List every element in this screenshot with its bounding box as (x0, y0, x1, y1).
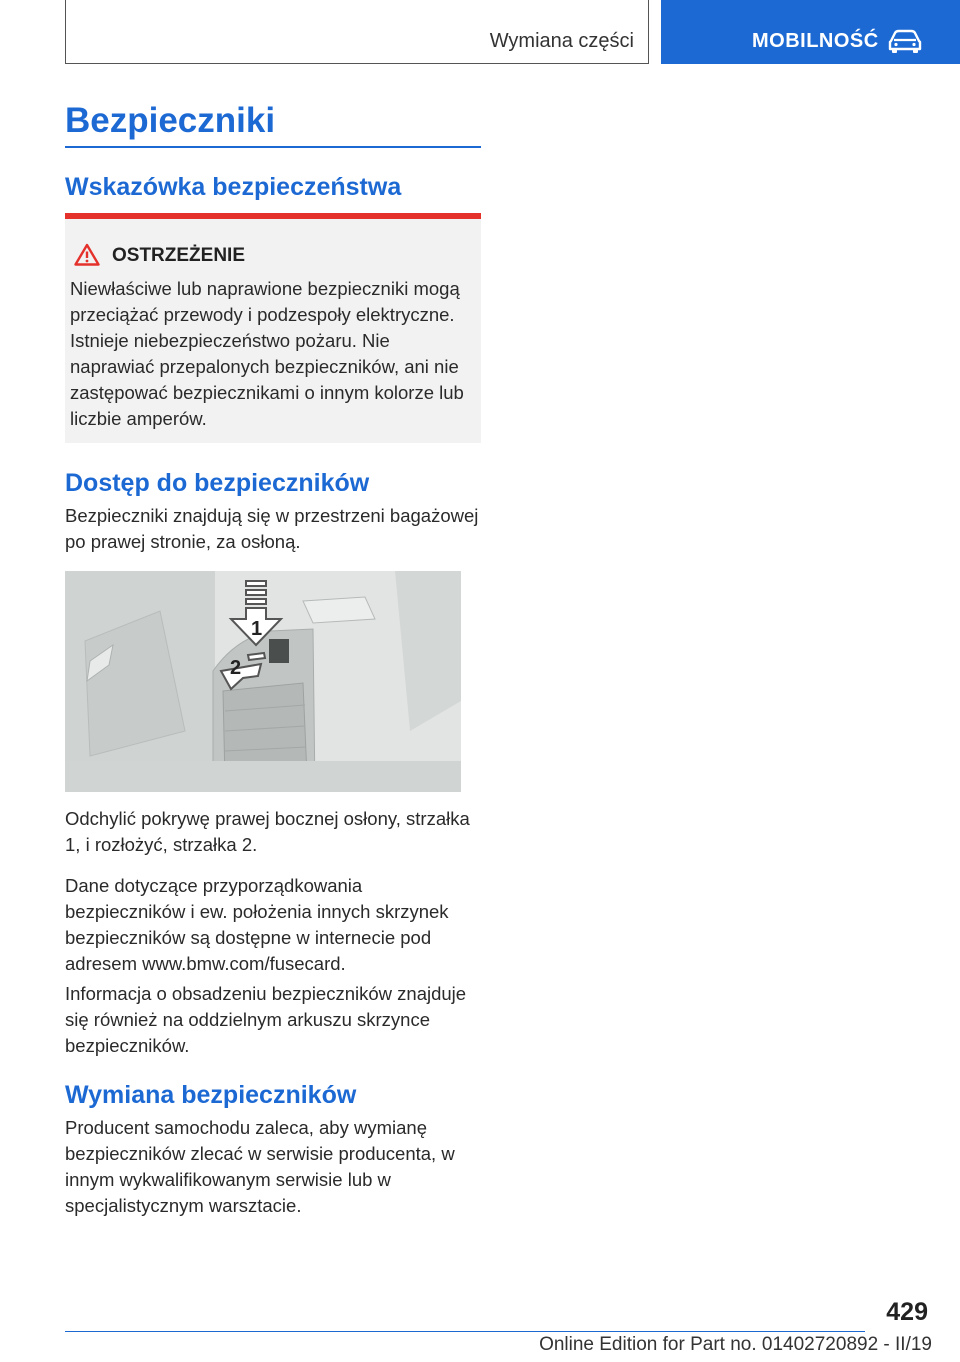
header-section-title: Wymiana części (489, 30, 634, 52)
warning-triangle-icon (74, 243, 100, 266)
page-title: Bezpieczniki (65, 101, 276, 140)
access-intro: Bezpieczniki znajdują się w przestrzeni bagażowej po prawej stronie, za osłoną. (65, 505, 479, 552)
car-icon (887, 28, 923, 54)
header-chapter-tab[interactable] (661, 0, 960, 64)
warning-box (65, 213, 481, 443)
fuse-sheet-info: Informacja o obsadzeniu bezpieczników znajduje się również na oddzielnym arkuszu skrzynce bezpieczników. (65, 983, 467, 1056)
title-divider (65, 146, 481, 148)
footer-divider (65, 1331, 865, 1332)
access-heading: Dostęp do bezpieczników (65, 469, 370, 497)
replace-text: Producent samochodu zaleca, aby wymianę bezpieczników zlecać w serwisie producenta, w innym wykwalifikowanym serwisie lub w specjalistycznym warsztacie. (65, 1117, 455, 1216)
warning-text: Niewłaściwe lub naprawione bezpieczniki mogą przeciążać przewody i podzespoły elektryczne. Istnieje niebezpieczeństwo pożaru. Nie naprawiać przepalonych bezpieczników, ani nie zastępować bezpiecznikami o innym kolorze lub liczbie amperów. (70, 278, 464, 429)
header-section-box (65, 0, 649, 64)
replace-heading: Wymiana bezpieczników (65, 1081, 357, 1109)
figure-caption: Odchylić pokrywę prawej bocznej osłony, strzałka 1, i rozłożyć, strzałka 2. (65, 808, 470, 855)
footer-edition: Online Edition for Part no. 01402720892 - II/19 (539, 1334, 932, 1355)
warning-label: OSTRZEŻENIE (112, 245, 246, 266)
trunk-fuse-cover-illustration (65, 571, 461, 792)
header-chapter-title: MOBILNOŚĆ (752, 30, 879, 52)
fusecard-info: Dane dotyczące przyporządkowania bezpieczników i ew. położenia innych skrzynek bezpieczników są dostępne w internecie pod adresem www.bmw.com/fusecard. (65, 875, 449, 974)
safety-heading: Wskazówka bezpieczeństwa (65, 173, 402, 201)
page-number: 429 (886, 1298, 928, 1326)
figure-label-1: 1 (251, 618, 263, 640)
figure-label-2: 2 (230, 657, 242, 679)
